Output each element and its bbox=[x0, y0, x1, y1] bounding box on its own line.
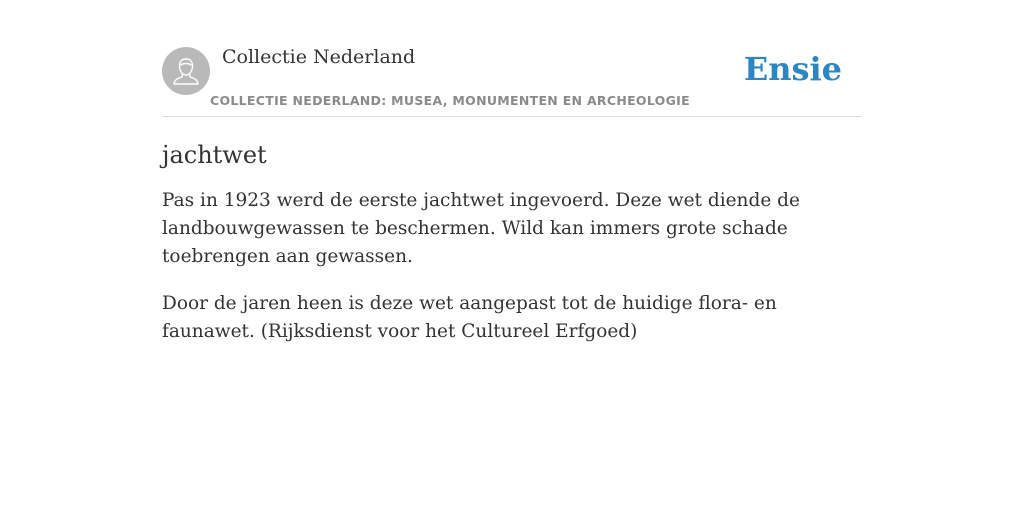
article-content bbox=[162, 138, 862, 365]
brand-logo[interactable]: Ensie bbox=[743, 50, 842, 88]
page-title: jachtwet bbox=[162, 141, 267, 169]
user-silhouette-icon bbox=[162, 47, 210, 95]
avatar[interactable] bbox=[162, 47, 210, 95]
author-subtitle: COLLECTIE NEDERLAND: MUSEA, MONUMENTEN EN ARCHEOLOGIE bbox=[210, 93, 690, 108]
article-paragraph-1: Pas in 1923 werd de eerste jachtwet ingevoerd. Deze wet diende de landbouwgewassen te beschermen. Wild kan immers grote schade toebrengen aan gewassen. bbox=[162, 190, 800, 267]
author-header bbox=[162, 40, 862, 117]
article-paragraph-2: Door de jaren heen is deze wet aangepast tot de huidige flora- en faunawet. (Rijksdienst voor het Cultureel Erfgoed) bbox=[162, 293, 777, 342]
author-name-link[interactable]: Collectie Nederland bbox=[222, 46, 416, 68]
